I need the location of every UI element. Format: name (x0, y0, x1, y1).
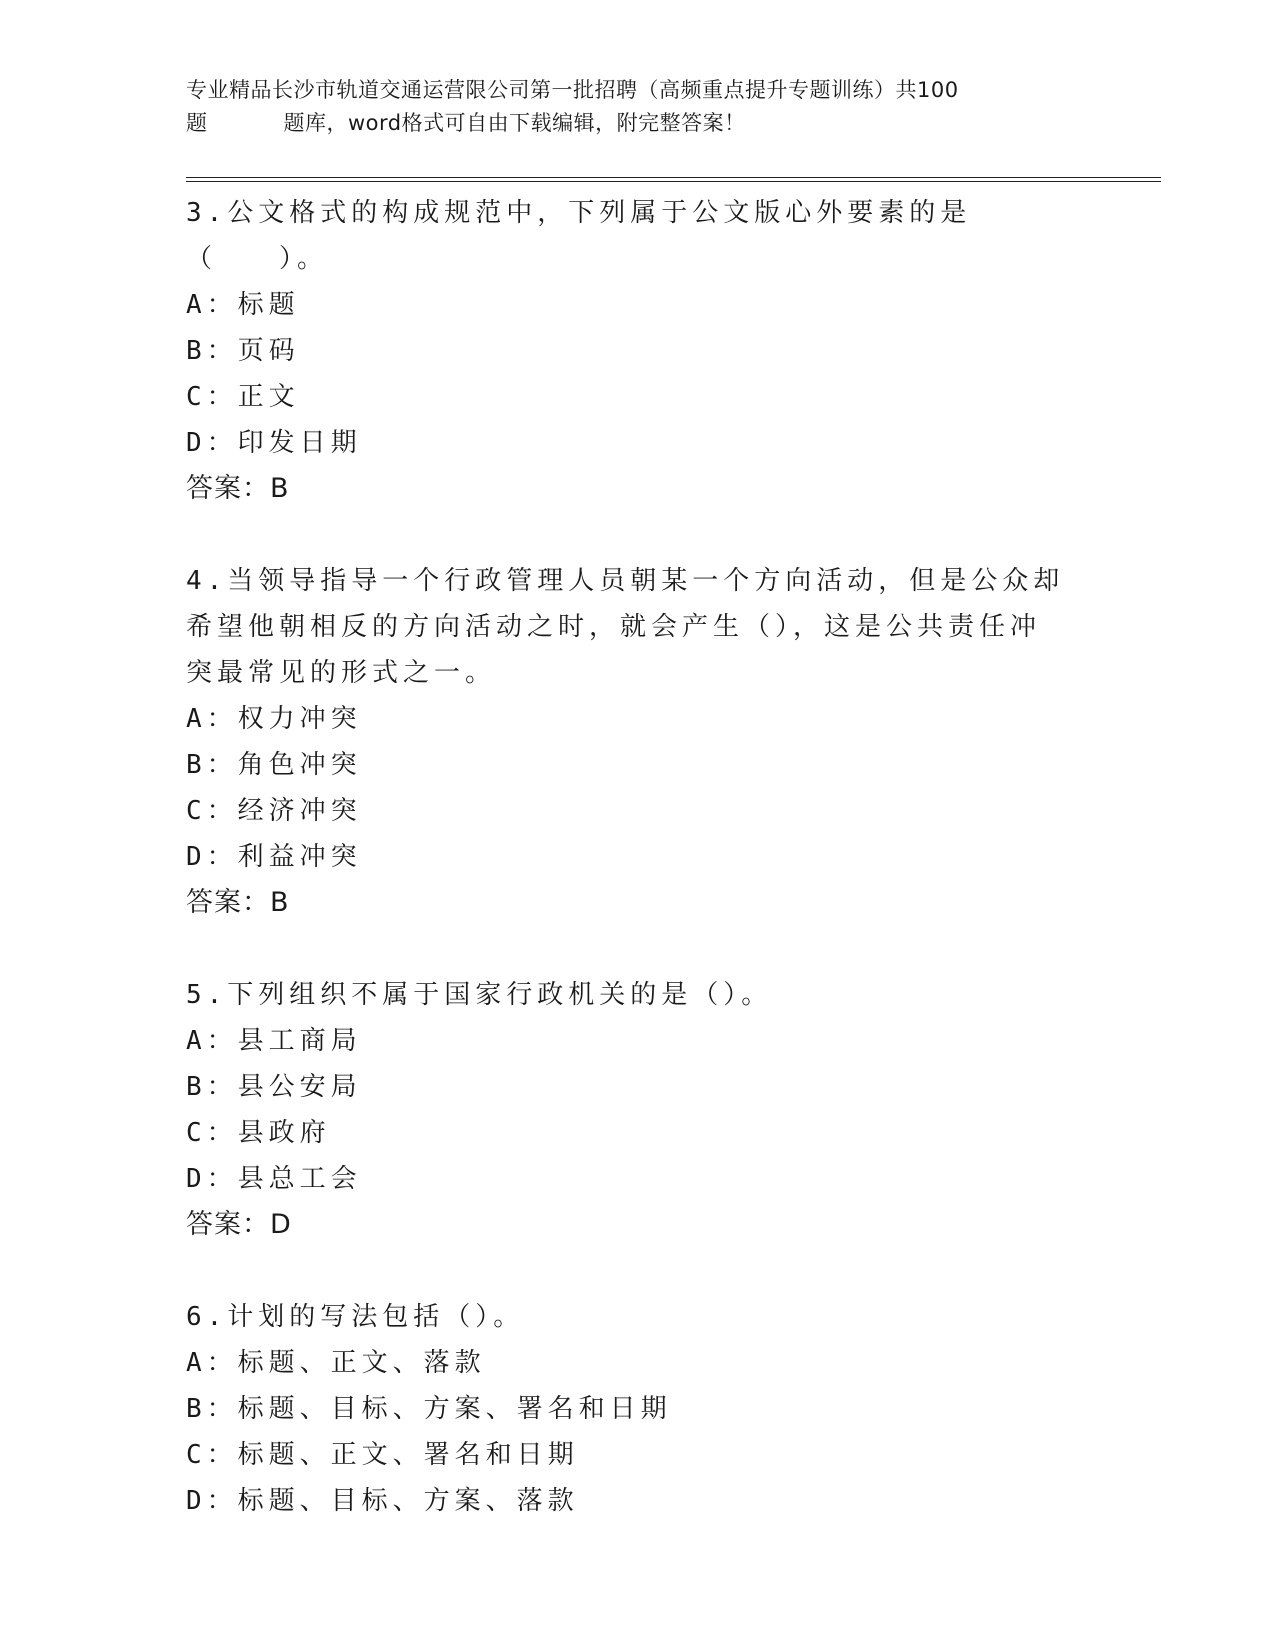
option-a: A：权力冲突 (186, 704, 362, 734)
option-a: A：县工商局 (186, 1026, 362, 1056)
question-list (186, 190, 1146, 1570)
answer: 答案：B (186, 887, 290, 918)
question-text: 4.当领导指导一个行政管理人员朝某一个方向活动，但是公众却希望他朝相反的方向活动之时，就会产生（），这是公共责任冲突最常见的形式之一。 (186, 566, 1065, 688)
option-d: D：标题、目标、方案、落款 (186, 1486, 579, 1516)
question-5 (186, 972, 1146, 1248)
option-b: B：页码 (186, 336, 300, 366)
option-b: B：标题、目标、方案、署名和日期 (186, 1394, 672, 1424)
question-6 (186, 1294, 1146, 1524)
option-c: C：经济冲突 (186, 796, 362, 826)
option-c: C：县政府 (186, 1118, 331, 1148)
option-d: D：印发日期 (186, 428, 362, 458)
answer: 答案：B (186, 473, 290, 504)
question-text: 6.计划的写法包括（）。 (186, 1302, 525, 1332)
option-a: A：标题 (186, 290, 300, 320)
header-line-1: 专业精品长沙市轨道交通运营限公司第一批招聘（高频重点提升专题训练）共100 (186, 78, 959, 102)
header-divider-top (186, 177, 1161, 178)
option-b: B：县公安局 (186, 1072, 362, 1102)
header-line-2-rest: 题库，word格式可自由下载编辑，附完整答案！ (283, 111, 746, 135)
option-d: D：利益冲突 (186, 842, 362, 872)
document-header (186, 74, 1086, 140)
answer: 答案：D (186, 1209, 292, 1240)
question-4 (186, 558, 1146, 926)
question-text: 5.下列组织不属于国家行政机关的是（）。 (186, 980, 773, 1010)
option-c: C：标题、正文、署名和日期 (186, 1440, 579, 1470)
header-line-2 (186, 107, 1086, 140)
header-line-2-start: 题 (186, 111, 208, 135)
option-d: D：县总工会 (186, 1164, 362, 1194)
option-c: C：正文 (186, 382, 300, 412)
option-a: A：标题、正文、落款 (186, 1348, 486, 1378)
question-3 (186, 190, 1146, 512)
option-b: B：角色冲突 (186, 750, 362, 780)
question-text: 3.公文格式的构成规范中，下列属于公文版心外要素的是（ ）。 (186, 198, 972, 274)
header-divider-bottom (186, 181, 1161, 182)
